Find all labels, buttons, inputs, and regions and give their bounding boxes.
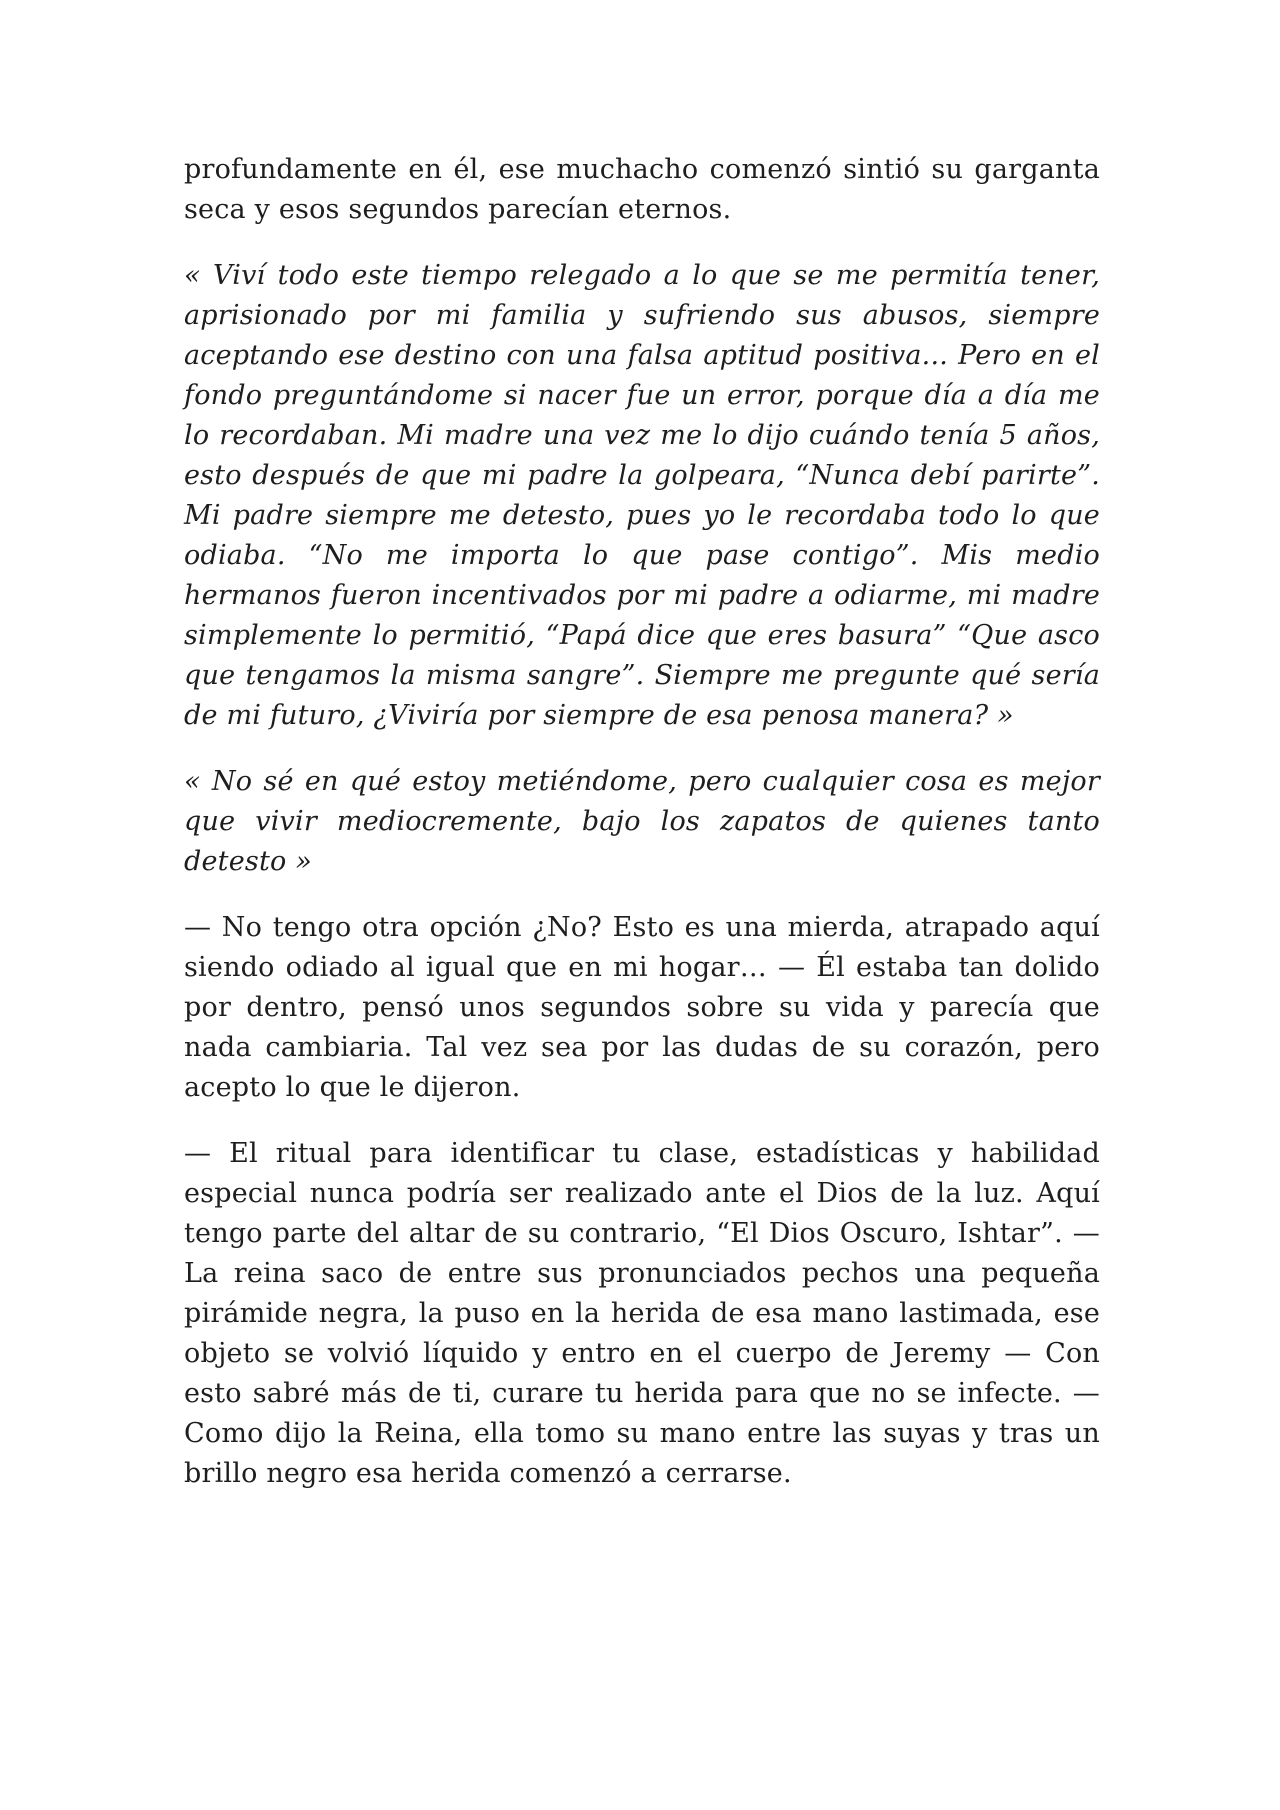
paragraph-5-dialogue: — El ritual para identificar tu clase, estadísticas y habilidad especial nunca podría ser realizado ante el Dios de la luz. Aquí tengo parte del altar de su contrario, “El Dios Oscuro, Ishtar”. — La reina saco de entre sus pronunciados pechos una pequeña pirámide negra, la puso en la herida de esa mano lastimada, ese objeto se volvió líquido y entro en el cuerpo de Jeremy — Con esto sabré más de ti, curare tu herida para que no se infecte. — Como dijo la Reina, ella tomo su mano entre las suyas y tras un brillo negro esa herida comenzó a cerrarse.: [184, 1138, 1100, 1489]
paragraph-2-inner-monologue: « Viví todo este tiempo relegado a lo que se me permitía tener, aprisionado por mi familia y sufriendo sus abusos, siempre aceptando ese destino con una falsa aptitud positiva... Pero en el fondo preguntándome si nacer fue un error, porque día a día me lo recordaban. Mi madre una vez me lo dijo cuándo tenía 5 años, esto después de que mi padre la golpeara, “Nunca debí parirte”. Mi padre siempre me detesto, pues yo le recordaba todo lo que odiaba. “No me importa lo que pase contigo”. Mis medio hermanos fueron incentivados por mi padre a odiarme, mi madre simplemente lo permitió, “Papá dice que eres basura” “Que asco que tengamos la misma sangre”. Siempre me pregunte qué sería de mi futuro, ¿Viviría por siempre de esa penosa manera? »: [184, 260, 1100, 731]
paragraph-1: profundamente en él, ese muchacho comenzó sintió su garganta seca y esos segundos parecían eternos.: [184, 154, 1100, 225]
paragraph-4-dialogue: — No tengo otra opción ¿No? Esto es una mierda, atrapado aquí siendo odiado al igual que en mi hogar… — Él estaba tan dolido por dentro, pensó unos segundos sobre su vida y parecía que nada cambiaria. Tal vez sea por las dudas de su corazón, pero acepto lo que le dijeron.: [184, 912, 1100, 1103]
document-page: [184, 150, 1100, 1520]
paragraph-3-inner-monologue: « No sé en qué estoy metiéndome, pero cualquier cosa es mejor que vivir mediocremente, bajo los zapatos de quienes tanto detesto »: [184, 766, 1100, 877]
